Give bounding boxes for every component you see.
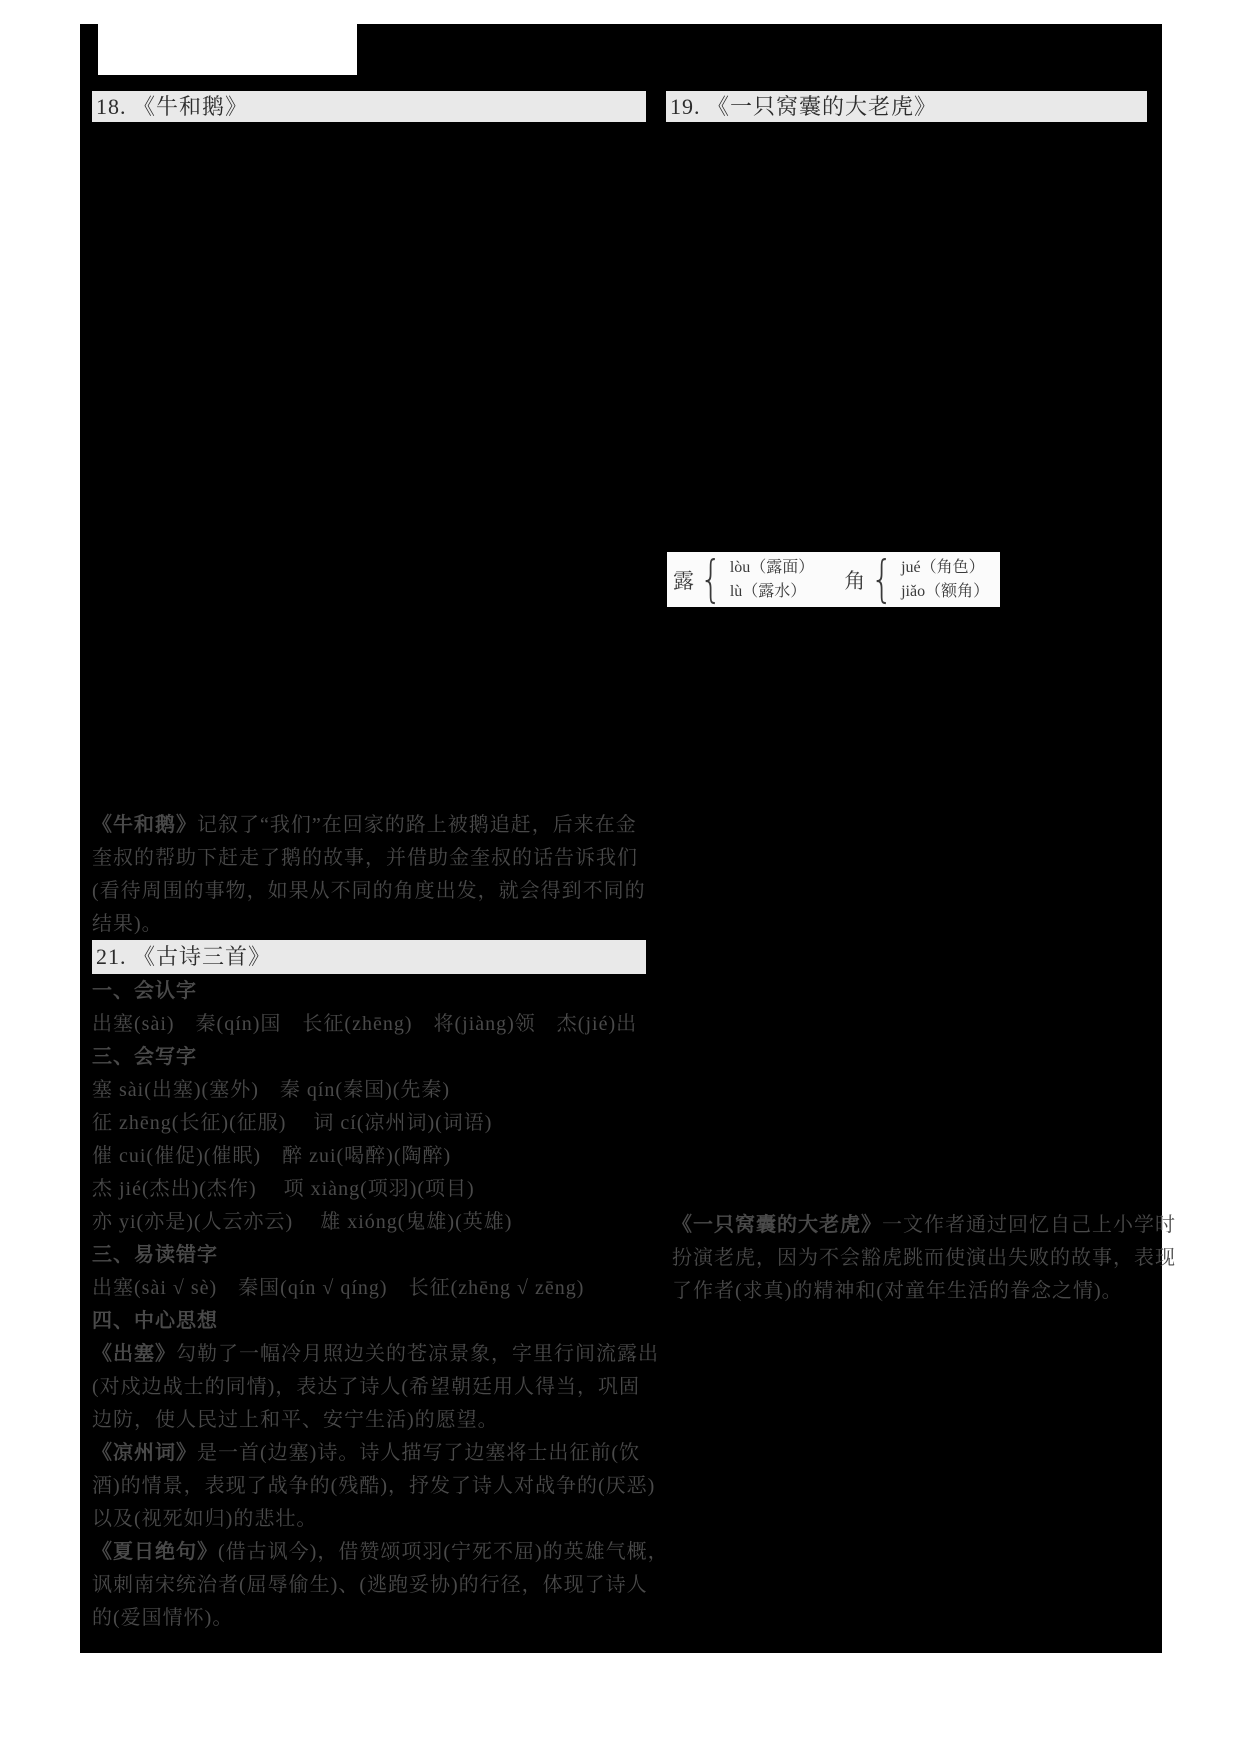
pinyin-options-lu bbox=[730, 556, 814, 604]
paragraph-line bbox=[672, 1278, 1123, 1304]
study-line bbox=[92, 1440, 640, 1466]
study-text: 征 zhēng(长征)(征服) 词 cí(凉州词)(词语) bbox=[92, 1112, 493, 1134]
study-line bbox=[92, 1572, 648, 1598]
section-header-21: 21. 《古诗三首》 bbox=[92, 940, 646, 974]
study-text: 讽刺南宋统治者(屈辱偷生)、(逃跑妥协)的行径，体现了诗人 bbox=[92, 1574, 648, 1596]
study-text: 出塞(sài) 秦(qín)国 长征(zhēng) 将(jiàng)领 杰(jié)出 bbox=[92, 1013, 638, 1035]
study-line bbox=[92, 1341, 659, 1367]
study-line bbox=[92, 1374, 640, 1400]
logo-placeholder bbox=[98, 24, 357, 75]
study-text: 的(爱国情怀)。 bbox=[92, 1607, 234, 1629]
summary-line bbox=[92, 911, 163, 937]
study-text: 是一首(边塞)诗。诗人描写了边塞将士出征前(饮 bbox=[197, 1442, 640, 1464]
study-line bbox=[92, 1011, 637, 1037]
study-text: 亦 yi(亦是)(人云亦云) 雄 xióng(鬼雄)(英雄) bbox=[92, 1211, 513, 1233]
study-line bbox=[92, 1506, 317, 1532]
summary-text: 记叙了“我们”在回家的路上被鹅追赶，后来在金 bbox=[197, 814, 637, 836]
study-line bbox=[92, 1473, 655, 1499]
pinyin-group-jiao bbox=[844, 552, 989, 607]
section-header-19: 19. 《一只窝囊的大老虎》 bbox=[666, 91, 1147, 122]
heading-line bbox=[92, 1308, 218, 1334]
study-line bbox=[92, 1539, 669, 1565]
study-text: 以及(视死如归)的悲壮。 bbox=[92, 1508, 318, 1530]
poem-title: 《出塞》 bbox=[92, 1343, 176, 1365]
heading-text: 三、会写字 bbox=[92, 1046, 197, 1068]
pinyin-option: jué（角色） bbox=[901, 558, 985, 576]
pinyin-option: lòu（露面） bbox=[729, 558, 815, 576]
pinyin-options-jiao bbox=[901, 556, 989, 604]
study-line bbox=[92, 1110, 492, 1136]
summary-line bbox=[92, 812, 637, 838]
study-text: 边防，使人民过上和平、安宁生活)的愿望。 bbox=[92, 1409, 499, 1431]
study-text: 催 cui(催促)(催眠) 醉 zui(喝醉)(陶醉) bbox=[92, 1145, 452, 1167]
brace-glyph: { bbox=[699, 550, 723, 608]
paragraph-text: 扮演老虎，因为不会豁虎跳而使演出失败的故事，表现 bbox=[672, 1247, 1176, 1269]
summary-line bbox=[92, 845, 638, 871]
heading-line bbox=[92, 1044, 197, 1070]
study-text: (借古讽今)，借赞颂项羽(宁死不屈)的英雄气概， bbox=[218, 1541, 669, 1563]
heading-text: 一、会认字 bbox=[92, 980, 197, 1002]
study-text: 酒)的情景，表现了战争的(残酷)，抒发了诗人对战争的(厌恶) bbox=[92, 1475, 656, 1497]
heading-text: 三、易读错字 bbox=[92, 1244, 218, 1266]
poem-title: 《夏日绝句》 bbox=[92, 1541, 218, 1563]
lesson-title: 《一只窝囊的大老虎》 bbox=[672, 1214, 882, 1236]
pinyin-char-lu: 露 bbox=[673, 568, 694, 593]
lesson-title: 《牛和鹅》 bbox=[92, 814, 197, 836]
study-text: 塞 sài(出塞)(塞外) 秦 qín(秦国)(先秦) bbox=[92, 1079, 451, 1101]
heading-line bbox=[92, 1242, 218, 1268]
pinyin-option: lù（露水） bbox=[729, 582, 807, 600]
study-line bbox=[92, 1209, 512, 1235]
study-line bbox=[92, 1407, 499, 1433]
study-text: (对戍边战士的同情)，表达了诗人(希望朝廷用人得当，巩固 bbox=[92, 1376, 640, 1398]
summary-text: (看待周围的事物，如果从不同的角度出发，就会得到不同的 bbox=[92, 880, 646, 902]
summary-text: 结果)。 bbox=[92, 913, 163, 935]
brace-glyph: { bbox=[871, 550, 894, 608]
paragraph-text: 了作者(求真)的精神和(对童年生活的眷念之情)。 bbox=[672, 1280, 1123, 1302]
paragraph-line bbox=[672, 1245, 1176, 1271]
poem-title: 《凉州词》 bbox=[92, 1442, 197, 1464]
paragraph-line bbox=[672, 1212, 1176, 1238]
study-line bbox=[92, 1275, 584, 1301]
study-line bbox=[92, 1176, 475, 1202]
section-header-18: 18. 《牛和鹅》 bbox=[92, 91, 646, 122]
study-line bbox=[92, 1077, 450, 1103]
pinyin-box bbox=[667, 552, 1000, 607]
pinyin-group-lu bbox=[673, 552, 814, 607]
summary-line bbox=[92, 878, 646, 904]
pinyin-option: jiǎo（额角） bbox=[901, 582, 990, 600]
study-text: 勾勒了一幅冷月照边关的苍凉景象，字里行间流露出 bbox=[176, 1343, 659, 1365]
study-text: 杰 jié(杰出)(杰作) 项 xiàng(项羽)(项目) bbox=[92, 1178, 475, 1200]
study-line bbox=[92, 1143, 451, 1169]
summary-text: 奎叔的帮助下赶走了鹅的故事，并借助金奎叔的话告诉我们 bbox=[92, 847, 638, 869]
study-text: 出塞(sài √ sè) 秦国(qín √ qíng) 长征(zhēng √ zēng) bbox=[92, 1277, 585, 1299]
heading-line bbox=[92, 978, 197, 1004]
paragraph-text: 一文作者通过回忆自己上小学时 bbox=[882, 1214, 1176, 1236]
pinyin-char-jiao: 角 bbox=[844, 568, 866, 593]
heading-text: 四、中心思想 bbox=[92, 1310, 218, 1332]
study-line bbox=[92, 1605, 233, 1631]
